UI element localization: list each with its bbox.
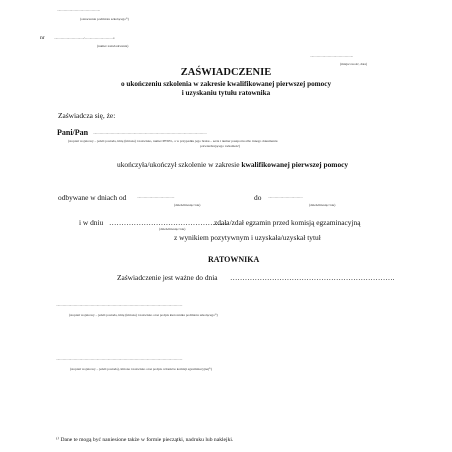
held-prefix: odbywane w dniach od	[58, 193, 127, 202]
stamp-label: (oznaczenie podmiotu szkolącego¹⁾)	[80, 17, 129, 21]
completed-bold: kwalifikowanej pierwszej pomocy	[241, 160, 349, 169]
rank-title: RATOWNIKA	[208, 255, 260, 264]
signature-1-dots: .....................................................................................................................................................	[56, 303, 183, 307]
completed-text	[117, 160, 348, 169]
exam-prefix: i w dniu	[79, 218, 104, 227]
exam-date-label: (dzień/miesiąc/rok)	[159, 227, 186, 231]
exam-dots: …………………………………………	[109, 218, 228, 227]
footnote: ¹⁾ Dane te mogą być naniesione także w formie pieczątki, nadruku lub naklejki.	[56, 437, 234, 443]
held-label-from: (dzień/miesiąc/rok)	[174, 203, 201, 207]
held-to: do	[254, 193, 262, 202]
completed-prefix: ukończyła/ukończył szkolenie w zakresie	[117, 160, 240, 169]
exam-suffix: zdała/zdał egzamin przed komisją egzaminacyjną	[214, 218, 361, 227]
signature-1-label: (stopień wojskowy – jeżeli posiada, imię (imiona) i nazwisko oraz podpis kierownika podmiotu szkolącego¹⁾)	[69, 313, 218, 317]
person-hint-line-1: (stopień wojskowy – jeżeli posiada, imię (imiona) i nazwisko, numer PESEL, a w przypadku jego braku – seria i numer paszportu albo innego dokumentu	[68, 139, 278, 143]
stamp-dots: ...................................................	[57, 8, 101, 12]
signature-2-dots: .....................................................................................................................................................	[56, 357, 183, 361]
certificate-number-prefix: nr	[40, 35, 45, 41]
certificate-number-label: (numer zaświadczenia)	[97, 44, 129, 48]
person-hint-line-2: potwierdzającego tożsamość)	[200, 144, 241, 148]
certify-text: Zaświadcza się, że:	[58, 111, 116, 120]
valid-dots: ………………………………………………………….	[230, 273, 395, 282]
held-dots-to: .........................................	[268, 195, 303, 199]
document-title: ZAŚWIADCZENIE	[180, 67, 272, 78]
valid-prefix: Zaświadczenie jest ważne do dnia	[117, 273, 218, 282]
subtitle-line-1: o ukończeniu szkolenia w zakresie kwalifikowanej pierwszej pomocy	[120, 80, 332, 88]
person-dots: ......................................................................................................................................	[93, 131, 207, 135]
signature-2-label: (stopień wojskowy – jeżeli posiada), imiona i nazwisko oraz podpis członków komisji egzaminacyjnej¹⁾)	[70, 367, 213, 371]
held-label-to: (dzień/miesiąc/rok)	[309, 203, 336, 207]
person-label: Pani/Pan	[57, 128, 89, 137]
held-dots-from: ............................................	[137, 195, 175, 199]
certificate-number-line: .................................../................................. r.	[54, 36, 116, 40]
place-date-label: (miejscowość, data)	[340, 62, 368, 66]
subtitle-line-2: i uzyskaniu tytułu ratownika	[181, 89, 271, 97]
exam-result: z wynikiem pozytywnym i uzyskała/uzyskał tytuł	[174, 233, 321, 242]
place-date-dots: ...................................................	[310, 54, 354, 58]
